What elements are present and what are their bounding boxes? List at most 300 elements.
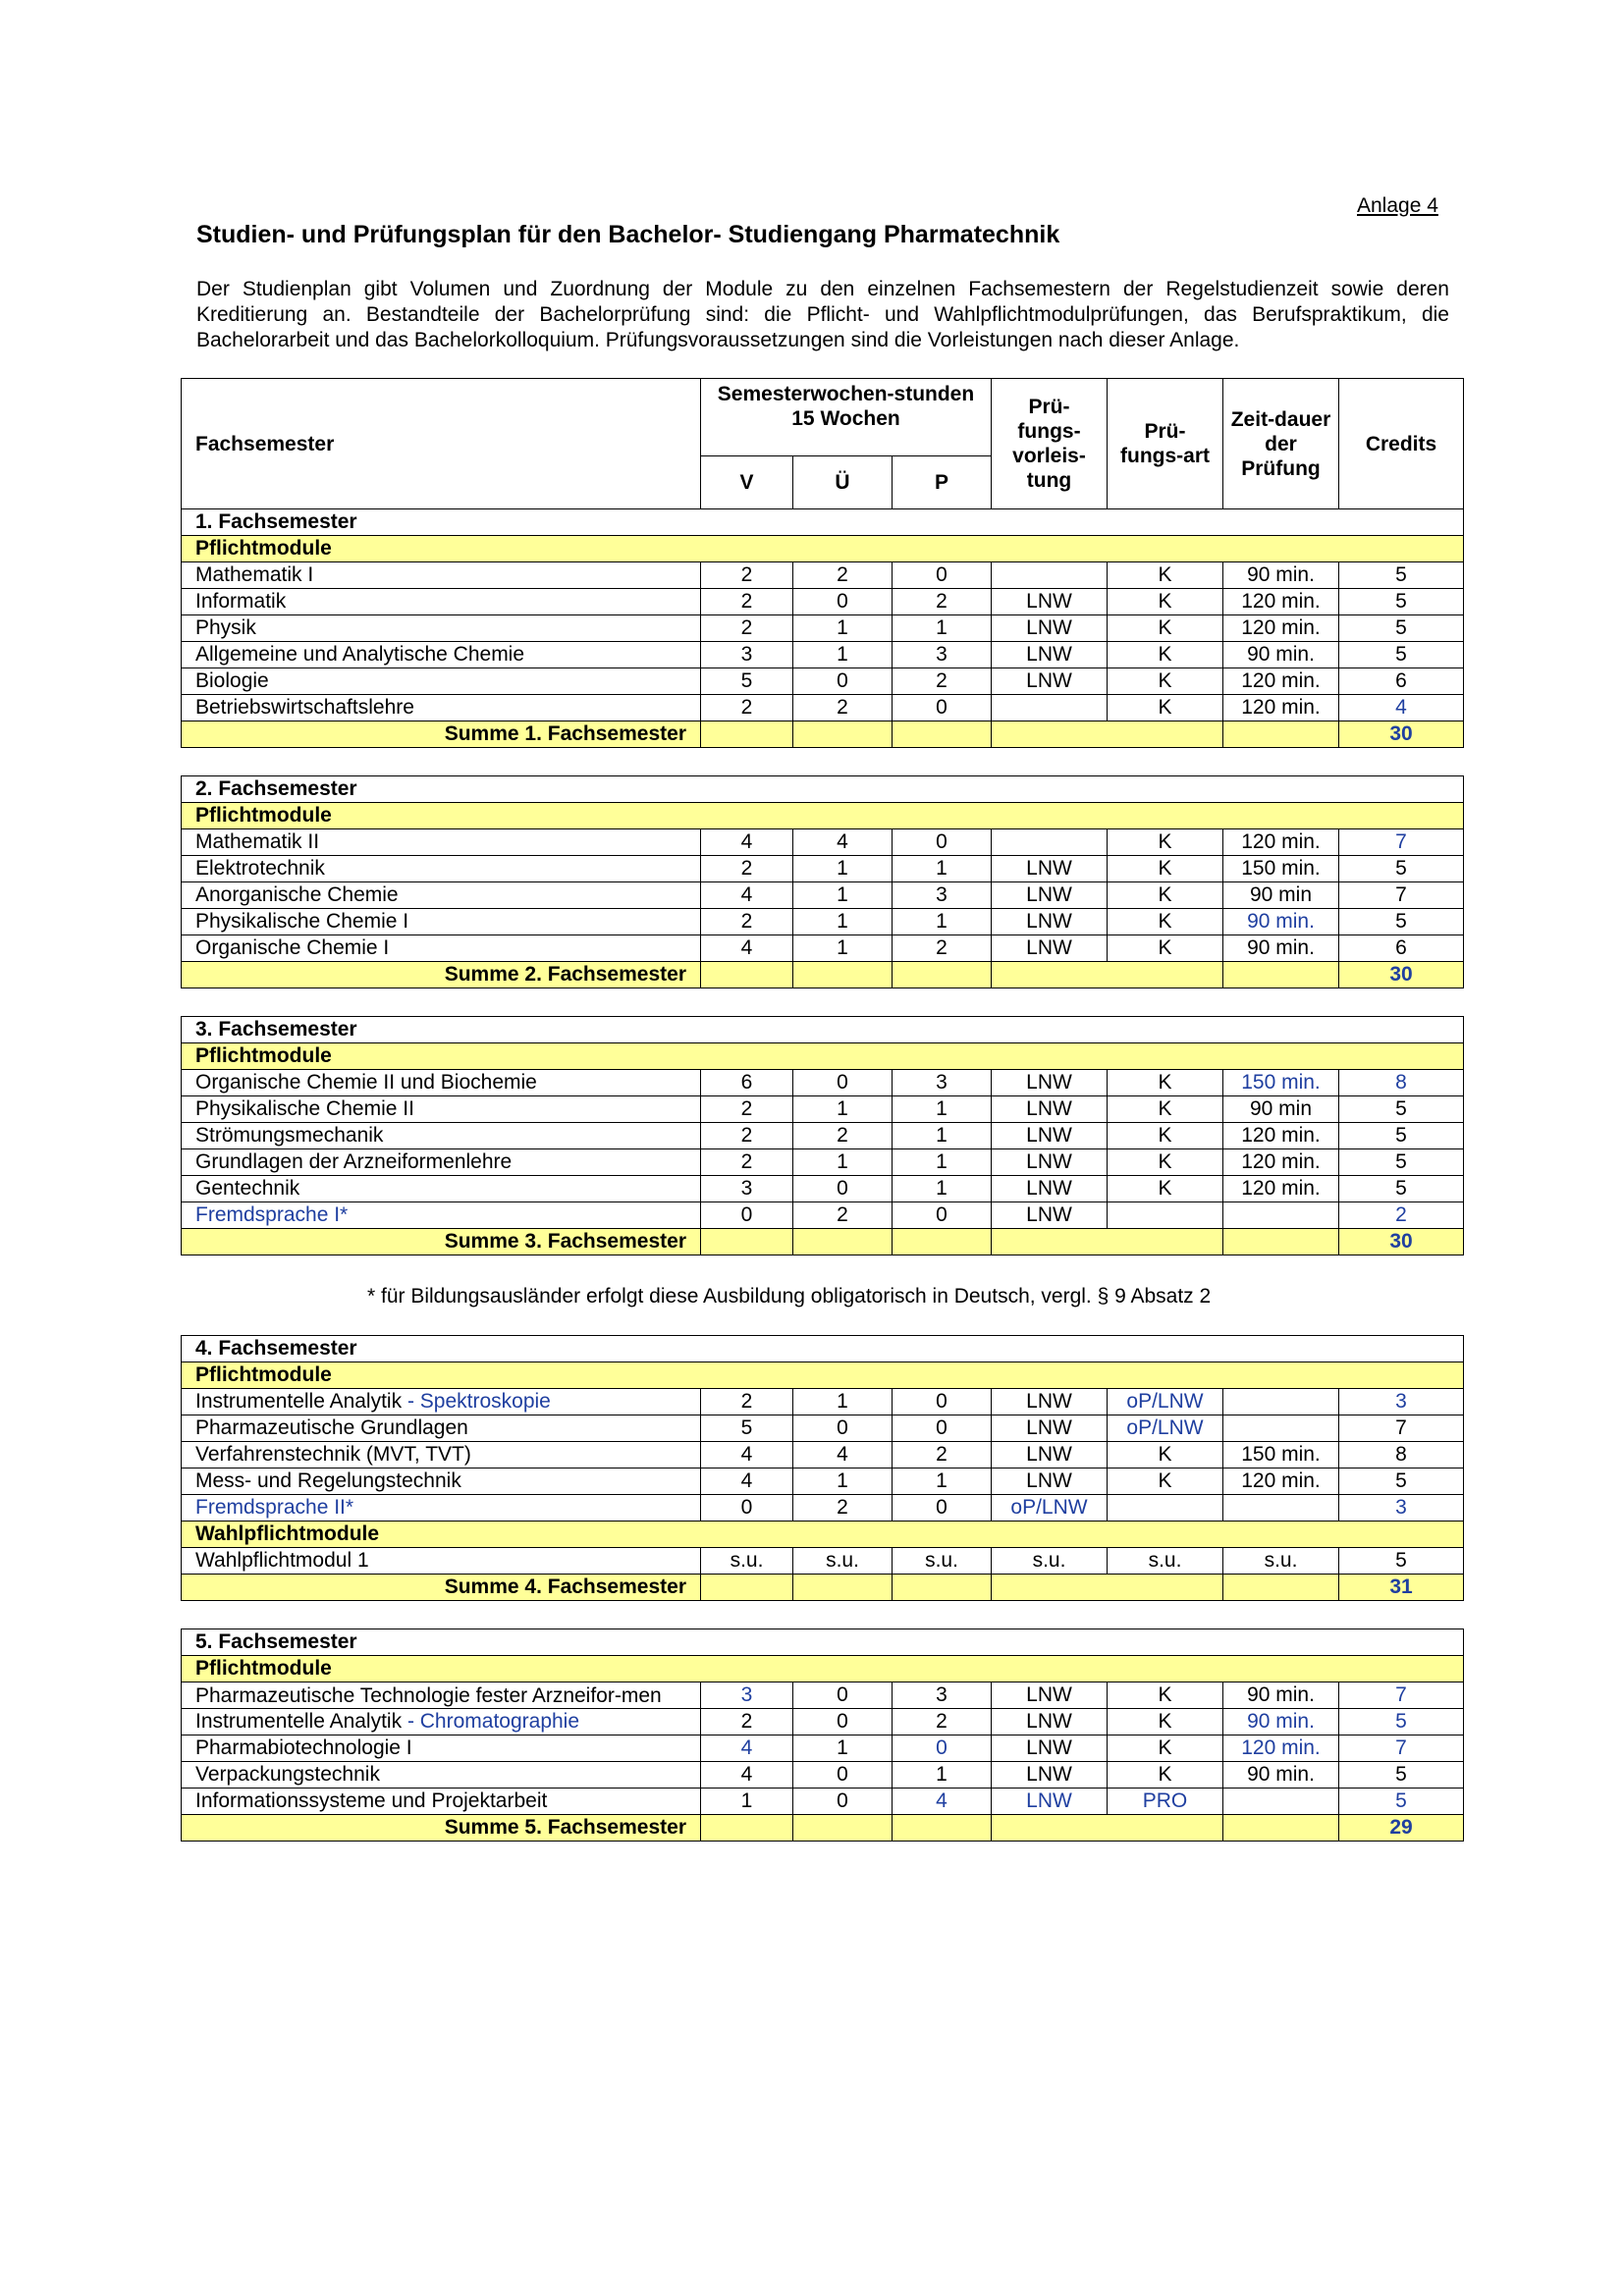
table-cell: 120 min. bbox=[1223, 1176, 1339, 1202]
table-row bbox=[182, 1495, 1464, 1522]
table-cell: K bbox=[1108, 695, 1223, 721]
table-cell: 90 min. bbox=[1223, 1762, 1339, 1789]
header-p: P bbox=[893, 456, 992, 509]
table-row bbox=[182, 882, 1464, 909]
module-group-label: Pflichtmodule bbox=[182, 1043, 1464, 1070]
sum-empty-cell bbox=[793, 1229, 893, 1255]
table-cell: LNW bbox=[992, 1468, 1108, 1495]
header-credits: Credits bbox=[1339, 379, 1464, 509]
module-name: Organische Chemie I bbox=[182, 935, 701, 962]
table-cell: 8 bbox=[1339, 1070, 1464, 1096]
semester-table bbox=[181, 775, 1464, 988]
table-cell: 1 bbox=[893, 1762, 992, 1789]
module-group-label: Pflichtmodule bbox=[182, 1656, 1464, 1682]
table-cell: K bbox=[1108, 1149, 1223, 1176]
table-cell: 90 min. bbox=[1223, 1709, 1339, 1735]
table-cell: oP/LNW bbox=[992, 1495, 1108, 1522]
table-cell: 5 bbox=[1339, 1149, 1464, 1176]
table-cell: 90 min. bbox=[1223, 562, 1339, 589]
sum-empty-cell bbox=[893, 962, 992, 988]
table-cell: 6 bbox=[1339, 935, 1464, 962]
table-cell: K bbox=[1108, 909, 1223, 935]
table-cell: 5 bbox=[1339, 615, 1464, 642]
table-cell: 2 bbox=[701, 1709, 793, 1735]
module-name: Elektrotechnik bbox=[182, 856, 701, 882]
table-cell: K bbox=[1108, 1682, 1223, 1709]
table-cell: 2 bbox=[793, 695, 893, 721]
sum-empty-cell bbox=[1223, 1815, 1339, 1842]
table-cell: 1 bbox=[793, 1468, 893, 1495]
table-cell: s.u. bbox=[1108, 1548, 1223, 1575]
table-row bbox=[182, 1442, 1464, 1468]
table-row bbox=[182, 1548, 1464, 1575]
table-cell: K bbox=[1108, 1762, 1223, 1789]
table-cell: 3 bbox=[893, 642, 992, 668]
table-cell: 7 bbox=[1339, 829, 1464, 856]
table-cell: LNW bbox=[992, 1415, 1108, 1442]
module-name: Fremdsprache II* bbox=[182, 1495, 701, 1522]
table-cell: LNW bbox=[992, 935, 1108, 962]
sum-empty-cell bbox=[992, 1815, 1223, 1842]
module-name: Allgemeine und Analytische Chemie bbox=[182, 642, 701, 668]
header-fachsemester: Fachsemester bbox=[182, 379, 701, 509]
table-cell bbox=[992, 829, 1108, 856]
table-cell: 4 bbox=[793, 829, 893, 856]
table-cell: 0 bbox=[793, 1709, 893, 1735]
table-cell: 4 bbox=[1339, 695, 1464, 721]
table-cell: LNW bbox=[992, 589, 1108, 615]
table-cell: 0 bbox=[893, 1389, 992, 1415]
module-name: Physikalische Chemie II bbox=[182, 1096, 701, 1123]
table-cell: 5 bbox=[1339, 856, 1464, 882]
sum-empty-cell bbox=[992, 962, 1223, 988]
table-cell: 3 bbox=[701, 1176, 793, 1202]
table-row bbox=[182, 1202, 1464, 1229]
table-cell: 4 bbox=[893, 1789, 992, 1815]
module-name: Pharmabiotechnologie I bbox=[182, 1735, 701, 1762]
table-cell: 1 bbox=[701, 1789, 793, 1815]
table-cell: LNW bbox=[992, 1149, 1108, 1176]
module-name: Mess- und Regelungstechnik bbox=[182, 1468, 701, 1495]
table-cell: 1 bbox=[793, 909, 893, 935]
table-cell: LNW bbox=[992, 1442, 1108, 1468]
module-name: Wahlpflichtmodul 1 bbox=[182, 1548, 701, 1575]
sum-empty-cell bbox=[701, 1575, 793, 1601]
table-cell: 2 bbox=[893, 1709, 992, 1735]
module-name: Verfahrenstechnik (MVT, TVT) bbox=[182, 1442, 701, 1468]
module-group-label: Pflichtmodule bbox=[182, 1362, 1464, 1389]
table-cell: 120 min. bbox=[1223, 1468, 1339, 1495]
table-cell: 1 bbox=[793, 1735, 893, 1762]
table-cell: 90 min bbox=[1223, 1096, 1339, 1123]
table-cell: PRO bbox=[1108, 1789, 1223, 1815]
table-cell: K bbox=[1108, 1735, 1223, 1762]
table-cell: 8 bbox=[1339, 1442, 1464, 1468]
table-row bbox=[182, 642, 1464, 668]
table-cell: 120 min. bbox=[1223, 1123, 1339, 1149]
module-name: Verpackungstechnik bbox=[182, 1762, 701, 1789]
sum-empty-cell bbox=[701, 721, 793, 748]
table-cell bbox=[1223, 1202, 1339, 1229]
module-group-label: Wahlpflichtmodule bbox=[182, 1522, 1464, 1548]
module-name: Organische Chemie II und Biochemie bbox=[182, 1070, 701, 1096]
table-cell: LNW bbox=[992, 1762, 1108, 1789]
table-cell: LNW bbox=[992, 642, 1108, 668]
table-cell: 5 bbox=[1339, 642, 1464, 668]
table-cell: 1 bbox=[893, 1149, 992, 1176]
table-cell: K bbox=[1108, 829, 1223, 856]
table-cell: 2 bbox=[893, 668, 992, 695]
module-name: Instrumentelle Analytik - Chromatographie bbox=[182, 1709, 701, 1735]
table-cell: 120 min. bbox=[1223, 668, 1339, 695]
table-cell: oP/LNW bbox=[1108, 1415, 1223, 1442]
table-cell: 3 bbox=[1339, 1495, 1464, 1522]
table-cell: 0 bbox=[793, 1682, 893, 1709]
table-cell: 0 bbox=[893, 829, 992, 856]
table-row bbox=[182, 562, 1464, 589]
table-cell: LNW bbox=[992, 1123, 1108, 1149]
module-name: Informationssysteme und Projektarbeit bbox=[182, 1789, 701, 1815]
table-cell: K bbox=[1108, 935, 1223, 962]
module-name: Physik bbox=[182, 615, 701, 642]
table-cell: K bbox=[1108, 1709, 1223, 1735]
sum-label: Summe 4. Fachsemester bbox=[182, 1575, 701, 1601]
table-row bbox=[182, 1149, 1464, 1176]
module-group-label: Pflichtmodule bbox=[182, 536, 1464, 562]
header-pruefungsart: Prü-fungs-art bbox=[1108, 379, 1223, 509]
table-cell: 6 bbox=[701, 1070, 793, 1096]
module-name: Anorganische Chemie bbox=[182, 882, 701, 909]
table-cell: 5 bbox=[1339, 909, 1464, 935]
table-cell: K bbox=[1108, 1070, 1223, 1096]
table-cell: s.u. bbox=[793, 1548, 893, 1575]
table-cell bbox=[1108, 1202, 1223, 1229]
table-row bbox=[182, 856, 1464, 882]
table-cell: 0 bbox=[893, 1415, 992, 1442]
table-cell: 0 bbox=[893, 695, 992, 721]
table-cell: 5 bbox=[1339, 562, 1464, 589]
table-cell: s.u. bbox=[893, 1548, 992, 1575]
table-cell bbox=[1223, 1789, 1339, 1815]
sum-credits: 31 bbox=[1339, 1575, 1464, 1601]
module-name: Gentechnik bbox=[182, 1176, 701, 1202]
table-cell: s.u. bbox=[992, 1548, 1108, 1575]
table-cell: 7 bbox=[1339, 1682, 1464, 1709]
semester-title: 5. Fachsemester bbox=[182, 1629, 1464, 1656]
table-cell: K bbox=[1108, 589, 1223, 615]
table-cell: K bbox=[1108, 562, 1223, 589]
table-cell: 2 bbox=[701, 1149, 793, 1176]
table-cell bbox=[992, 695, 1108, 721]
table-cell: 5 bbox=[701, 1415, 793, 1442]
sum-credits: 29 bbox=[1339, 1815, 1464, 1842]
table-cell: 120 min. bbox=[1223, 589, 1339, 615]
table-cell: 2 bbox=[701, 562, 793, 589]
table-cell: K bbox=[1108, 668, 1223, 695]
table-cell: 2 bbox=[1339, 1202, 1464, 1229]
table-cell: 2 bbox=[793, 1202, 893, 1229]
header-sws: Semesterwochen-stunden 15 Wochen bbox=[701, 379, 992, 456]
module-name: Mathematik II bbox=[182, 829, 701, 856]
table-cell: 0 bbox=[893, 562, 992, 589]
semester-title: 1. Fachsemester bbox=[182, 509, 1464, 536]
sum-empty-cell bbox=[701, 962, 793, 988]
table-cell: 5 bbox=[1339, 1176, 1464, 1202]
table-cell: 1 bbox=[793, 935, 893, 962]
header-zeitdauer: Zeit-dauer der Prüfung bbox=[1223, 379, 1339, 509]
table-cell: 3 bbox=[701, 1682, 793, 1709]
table-cell: 0 bbox=[893, 1495, 992, 1522]
table-cell: 5 bbox=[701, 668, 793, 695]
table-cell: 4 bbox=[701, 1468, 793, 1495]
table-cell: 150 min. bbox=[1223, 1442, 1339, 1468]
table-cell: 120 min. bbox=[1223, 695, 1339, 721]
table-cell: 5 bbox=[1339, 1762, 1464, 1789]
table-row bbox=[182, 1176, 1464, 1202]
table-cell: 5 bbox=[1339, 1709, 1464, 1735]
table-row bbox=[182, 1070, 1464, 1096]
table-row bbox=[182, 1789, 1464, 1815]
table-cell: 1 bbox=[893, 1123, 992, 1149]
sum-empty-cell bbox=[1223, 962, 1339, 988]
table-cell: 150 min. bbox=[1223, 856, 1339, 882]
header-vorleistung: Prü-fungs-vorleis-tung bbox=[992, 379, 1108, 509]
table-row bbox=[182, 1123, 1464, 1149]
semester-table bbox=[181, 1629, 1464, 1842]
table-cell: 0 bbox=[701, 1202, 793, 1229]
sum-empty-cell bbox=[893, 721, 992, 748]
table-cell: 2 bbox=[793, 1123, 893, 1149]
table-row bbox=[182, 1096, 1464, 1123]
table-row bbox=[182, 935, 1464, 962]
module-name: Physikalische Chemie I bbox=[182, 909, 701, 935]
table-cell: 1 bbox=[893, 1468, 992, 1495]
module-name: Betriebswirtschaftslehre bbox=[182, 695, 701, 721]
table-cell: 1 bbox=[893, 856, 992, 882]
table-cell: K bbox=[1108, 1176, 1223, 1202]
module-name: Strömungsmechanik bbox=[182, 1123, 701, 1149]
table-cell: LNW bbox=[992, 668, 1108, 695]
table-cell: 0 bbox=[793, 1070, 893, 1096]
table-cell: 1 bbox=[793, 856, 893, 882]
table-cell: 0 bbox=[793, 1415, 893, 1442]
table-cell: 1 bbox=[793, 1389, 893, 1415]
table-cell: 2 bbox=[701, 615, 793, 642]
sum-credits: 30 bbox=[1339, 962, 1464, 988]
table-row bbox=[182, 695, 1464, 721]
table-cell: LNW bbox=[992, 1709, 1108, 1735]
table-cell: 4 bbox=[701, 1762, 793, 1789]
table-cell: LNW bbox=[992, 1096, 1108, 1123]
sum-empty-cell bbox=[893, 1575, 992, 1601]
table-row bbox=[182, 1415, 1464, 1442]
sum-empty-cell bbox=[992, 1229, 1223, 1255]
semester-title: 2. Fachsemester bbox=[182, 776, 1464, 803]
intro-paragraph: Der Studienplan gibt Volumen und Zuordnung der Module zu den einzelnen Fachsemestern der Regelstudienzeit sowie deren Kreditierung an. Bestandteile der Bachelorprüfung sind: die Pflicht- und Wahlpflichtmodulprüfungen, das Berufspraktikum, die Bachelorarbeit und das Bachelorkolloquium. Prüfungsvoraussetzungen sind die Vorleistungen nach dieser Anlage. bbox=[196, 278, 1449, 351]
sum-label: Summe 1. Fachsemester bbox=[182, 721, 701, 748]
table-cell: K bbox=[1108, 1123, 1223, 1149]
table-row bbox=[182, 615, 1464, 642]
semester-title: 3. Fachsemester bbox=[182, 1017, 1464, 1043]
module-name: Grundlagen der Arzneiformenlehre bbox=[182, 1149, 701, 1176]
table-cell: LNW bbox=[992, 1176, 1108, 1202]
sum-empty-cell bbox=[1223, 721, 1339, 748]
table-row bbox=[182, 829, 1464, 856]
table-cell: K bbox=[1108, 615, 1223, 642]
table-cell: 5 bbox=[1339, 589, 1464, 615]
table-cell bbox=[1108, 1495, 1223, 1522]
sum-empty-cell bbox=[793, 721, 893, 748]
sum-empty-cell bbox=[992, 721, 1223, 748]
table-cell: 90 min. bbox=[1223, 1682, 1339, 1709]
sum-empty-cell bbox=[701, 1229, 793, 1255]
sum-empty-cell bbox=[893, 1815, 992, 1842]
table-cell: 3 bbox=[893, 1070, 992, 1096]
sum-credits: 30 bbox=[1339, 721, 1464, 748]
table-cell: 1 bbox=[793, 615, 893, 642]
table-row bbox=[182, 1682, 1464, 1709]
table-cell: 120 min. bbox=[1223, 615, 1339, 642]
table-cell: 5 bbox=[1339, 1548, 1464, 1575]
table-cell: 90 min bbox=[1223, 882, 1339, 909]
sum-label: Summe 5. Fachsemester bbox=[182, 1815, 701, 1842]
table-cell: 3 bbox=[701, 642, 793, 668]
table-row bbox=[182, 1762, 1464, 1789]
sum-label: Summe 2. Fachsemester bbox=[182, 962, 701, 988]
table-cell: LNW bbox=[992, 856, 1108, 882]
table-cell: 7 bbox=[1339, 882, 1464, 909]
table-cell: 120 min. bbox=[1223, 1149, 1339, 1176]
table-cell: 2 bbox=[701, 589, 793, 615]
table-cell: 2 bbox=[893, 589, 992, 615]
table-cell: LNW bbox=[992, 1070, 1108, 1096]
table-cell: K bbox=[1108, 882, 1223, 909]
table-row bbox=[182, 668, 1464, 695]
table-cell: 0 bbox=[793, 1176, 893, 1202]
table-cell: 1 bbox=[793, 1149, 893, 1176]
table-cell: 120 min. bbox=[1223, 829, 1339, 856]
table-cell: 4 bbox=[701, 882, 793, 909]
table-cell: 0 bbox=[793, 668, 893, 695]
table-cell: K bbox=[1108, 1468, 1223, 1495]
table-cell: 2 bbox=[701, 909, 793, 935]
table-cell: LNW bbox=[992, 1682, 1108, 1709]
table-cell: K bbox=[1108, 642, 1223, 668]
sum-empty-cell bbox=[992, 1575, 1223, 1601]
sum-empty-cell bbox=[893, 1229, 992, 1255]
table-cell bbox=[992, 562, 1108, 589]
sum-label: Summe 3. Fachsemester bbox=[182, 1229, 701, 1255]
table-cell: 0 bbox=[793, 1789, 893, 1815]
table-cell: LNW bbox=[992, 615, 1108, 642]
table-cell bbox=[1223, 1389, 1339, 1415]
table-cell: 3 bbox=[893, 1682, 992, 1709]
table-cell: 4 bbox=[701, 935, 793, 962]
table-cell: 2 bbox=[701, 1389, 793, 1415]
table-cell: LNW bbox=[992, 1789, 1108, 1815]
table-cell: 4 bbox=[701, 829, 793, 856]
module-name: Pharmazeutische Technologie fester Arzneifor-men bbox=[182, 1682, 701, 1709]
sum-empty-cell bbox=[701, 1815, 793, 1842]
table-cell: 1 bbox=[793, 642, 893, 668]
table-cell: 90 min. bbox=[1223, 909, 1339, 935]
table-cell: 1 bbox=[893, 615, 992, 642]
table-cell: 0 bbox=[793, 589, 893, 615]
table-cell: LNW bbox=[992, 1202, 1108, 1229]
table-cell: 0 bbox=[793, 1762, 893, 1789]
table-cell: 3 bbox=[893, 882, 992, 909]
table-row bbox=[182, 589, 1464, 615]
table-cell: LNW bbox=[992, 882, 1108, 909]
table-cell: s.u. bbox=[701, 1548, 793, 1575]
semester-table bbox=[181, 508, 1464, 748]
table-cell: LNW bbox=[992, 1735, 1108, 1762]
sum-empty-cell bbox=[793, 1575, 893, 1601]
table-cell bbox=[1223, 1415, 1339, 1442]
table-cell: s.u. bbox=[1223, 1548, 1339, 1575]
sum-empty-cell bbox=[1223, 1575, 1339, 1601]
table-cell bbox=[1223, 1495, 1339, 1522]
table-cell: 0 bbox=[893, 1202, 992, 1229]
table-cell: 120 min. bbox=[1223, 1735, 1339, 1762]
sum-empty-cell bbox=[1223, 1229, 1339, 1255]
table-cell: 7 bbox=[1339, 1415, 1464, 1442]
table-cell: 2 bbox=[793, 1495, 893, 1522]
table-cell: 2 bbox=[701, 856, 793, 882]
module-name: Biologie bbox=[182, 668, 701, 695]
table-cell: 1 bbox=[793, 1096, 893, 1123]
table-row bbox=[182, 909, 1464, 935]
table-cell: 0 bbox=[893, 1735, 992, 1762]
header-v: V bbox=[701, 456, 793, 509]
semester-title: 4. Fachsemester bbox=[182, 1336, 1464, 1362]
module-name: Pharmazeutische Grundlagen bbox=[182, 1415, 701, 1442]
table-row bbox=[182, 1468, 1464, 1495]
table-cell: 90 min. bbox=[1223, 935, 1339, 962]
table-cell: 2 bbox=[893, 935, 992, 962]
table-cell: 2 bbox=[701, 695, 793, 721]
table-cell: 5 bbox=[1339, 1789, 1464, 1815]
table-cell: 2 bbox=[701, 1096, 793, 1123]
module-group-label: Pflichtmodule bbox=[182, 803, 1464, 829]
table-cell: 6 bbox=[1339, 668, 1464, 695]
table-cell: 2 bbox=[893, 1442, 992, 1468]
table-cell: 1 bbox=[793, 882, 893, 909]
table-row bbox=[182, 1735, 1464, 1762]
table-cell: oP/LNW bbox=[1108, 1389, 1223, 1415]
table-row bbox=[182, 1709, 1464, 1735]
table-cell: 150 min. bbox=[1223, 1070, 1339, 1096]
table-cell: 2 bbox=[793, 562, 893, 589]
sum-credits: 30 bbox=[1339, 1229, 1464, 1255]
module-name: Fremdsprache I* bbox=[182, 1202, 701, 1229]
table-cell: 4 bbox=[701, 1735, 793, 1762]
module-name: Informatik bbox=[182, 589, 701, 615]
table-cell: 7 bbox=[1339, 1735, 1464, 1762]
table-cell: K bbox=[1108, 856, 1223, 882]
table-cell: LNW bbox=[992, 1389, 1108, 1415]
table-cell: 2 bbox=[701, 1123, 793, 1149]
table-cell: 4 bbox=[793, 1442, 893, 1468]
table-cell: 5 bbox=[1339, 1123, 1464, 1149]
column-header-table bbox=[181, 378, 1464, 509]
table-cell: 0 bbox=[701, 1495, 793, 1522]
module-name: Instrumentelle Analytik - Spektroskopie bbox=[182, 1389, 701, 1415]
table-cell: 5 bbox=[1339, 1096, 1464, 1123]
table-cell: 4 bbox=[701, 1442, 793, 1468]
table-cell: 90 min. bbox=[1223, 642, 1339, 668]
sum-empty-cell bbox=[793, 1815, 893, 1842]
